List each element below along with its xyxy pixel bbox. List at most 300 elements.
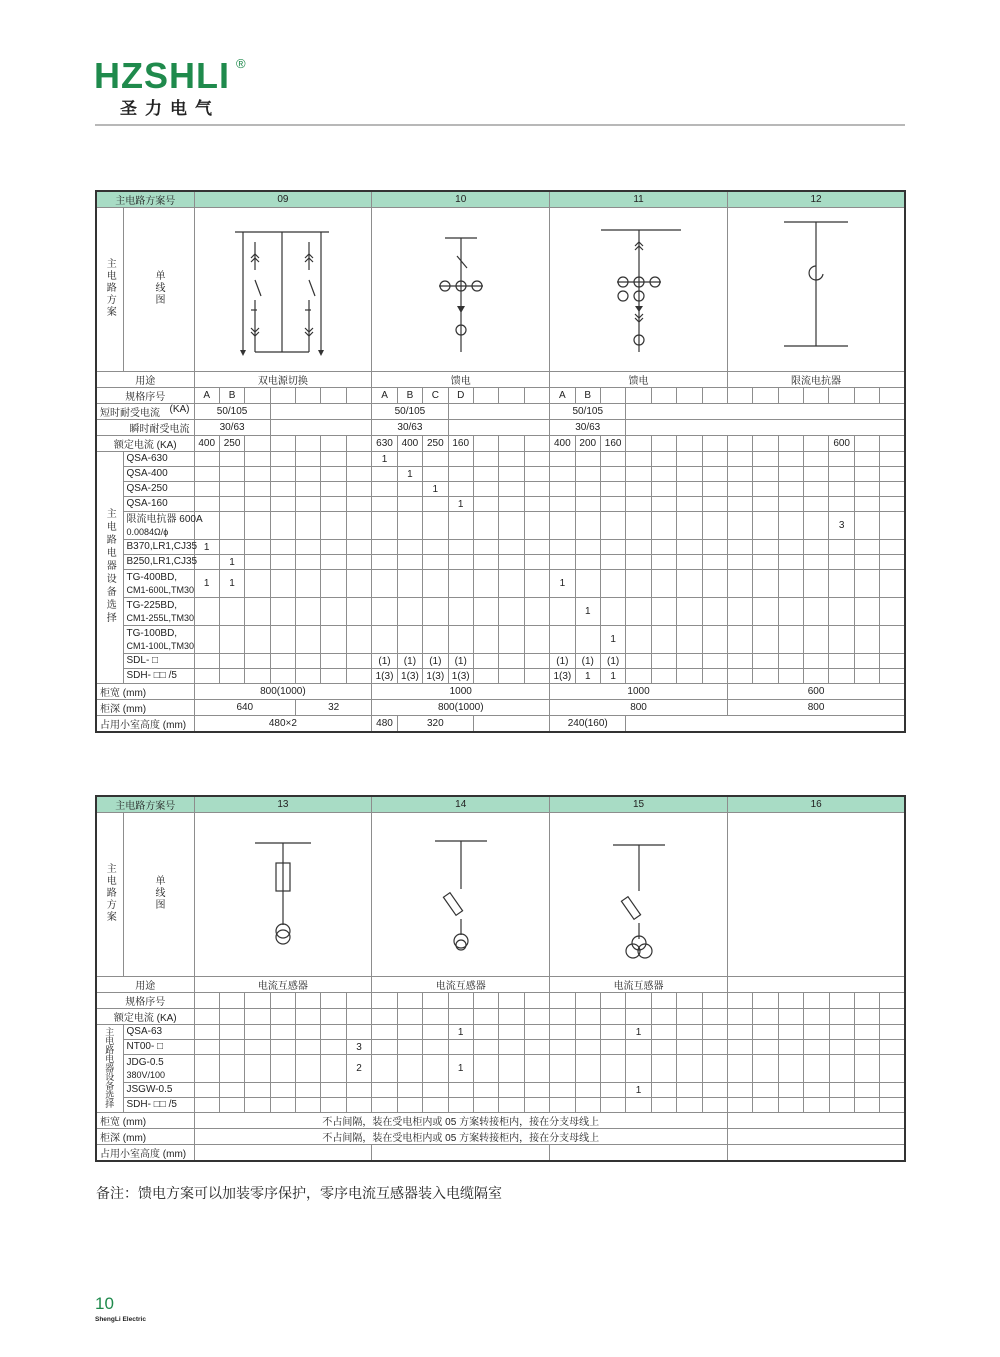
diagram-16 [727,813,905,977]
rated-cell: 400 [550,436,575,452]
equipment-qty-cell [600,555,625,570]
width-10: 1000 [372,684,550,700]
empty-cell [651,993,676,1009]
equipment-qty-cell [854,570,879,598]
equipment-qty-cell [575,540,600,555]
equipment-qty-cell [880,1098,905,1113]
empty-cell [778,1009,803,1025]
equipment-qty-cell [397,482,422,497]
equipment-qty-cell [194,1025,219,1040]
equipment-qty-cell [245,467,270,482]
equipment-qty-cell [829,1098,854,1113]
equipment-qty-cell [575,467,600,482]
current-transformer-diagram-15 [551,815,727,975]
equipment-qty-cell: 1(3) [550,669,575,684]
equipment-qty-cell [245,1083,270,1098]
equipment-row [96,467,905,482]
use-15: 电流互感器 [550,977,728,993]
equipment-qty-cell [524,570,549,598]
equipment-qty-cell [727,654,752,669]
equipment-qty-cell [702,1040,727,1055]
equipment-qty-cell [727,540,752,555]
equipment-qty-cell [778,540,803,555]
equipment-qty-cell [397,598,422,626]
equipment-qty-cell [550,598,575,626]
equipment-qty-cell [473,555,498,570]
equipment-qty-cell: 3 [346,1040,371,1055]
equipment-qty-cell [702,540,727,555]
equipment-qty-cell [423,1040,448,1055]
empty-cell [600,1009,625,1025]
equipment-qty-cell [626,452,651,467]
empty-cell [270,993,295,1009]
empty-cell [321,993,346,1009]
equipment-qty-cell [270,570,295,598]
equipment-qty-cell [499,512,524,540]
equipment-qty-cell [804,1083,829,1098]
single-line-label: 单线图 [123,813,194,977]
scheme-number-label: 主电路方案号 [96,191,194,208]
equipment-qty-cell [270,540,295,555]
spec-cell [524,388,549,404]
equipment-qty-cell [880,555,905,570]
rated-cell [346,436,371,452]
equipment-qty-cell [423,512,448,540]
equipment-qty-cell [854,452,879,467]
rated-cell [651,436,676,452]
equipment-qty-cell [804,1025,829,1040]
equipment-qty-cell [854,626,879,654]
empty-cell [423,993,448,1009]
use-14: 电流互感器 [372,977,550,993]
equipment-qty-cell [296,669,321,684]
equipment-qty-cell [727,570,752,598]
equipment-qty-cell [550,555,575,570]
equipment-qty-cell [296,512,321,540]
equipment-qty-cell [397,452,422,467]
equipment-qty-cell [372,555,397,570]
equipment-qty-cell [296,1083,321,1098]
equipment-qty-cell [270,1025,295,1040]
equipment-qty-cell [829,1040,854,1055]
equipment-qty-cell [473,452,498,467]
equipment-qty-cell [575,512,600,540]
equipment-qty-cell [524,540,549,555]
equipment-qty-cell [524,1025,549,1040]
rated-cell: 400 [397,436,422,452]
equipment-qty-cell [702,497,727,512]
spec-cell [753,388,778,404]
spec-cell: D [448,388,473,404]
empty-cell [550,993,575,1009]
equipment-qty-cell [423,467,448,482]
equipment-qty-cell [423,1098,448,1113]
equipment-qty-cell [448,540,473,555]
equipment-qty-cell [524,482,549,497]
equipment-qty-cell [575,570,600,598]
equipment-qty-cell [550,1083,575,1098]
equipment-qty-cell [854,1083,879,1098]
equipment-qty-cell [600,512,625,540]
equipment-qty-cell [804,1098,829,1113]
equipment-qty-cell [372,497,397,512]
empty-cell [423,1009,448,1025]
equipment-qty-cell [245,1040,270,1055]
use-09: 双电源切换 [194,372,372,388]
equipment-qty-cell [702,1025,727,1040]
equipment-qty-cell: 1 [575,598,600,626]
empty-cell [219,1009,244,1025]
equipment-qty-cell [829,467,854,482]
equipment-qty-cell [804,512,829,540]
equipment-qty-cell [219,598,244,626]
empty-cell [524,1009,549,1025]
equipment-qty-cell [448,1098,473,1113]
equipment-qty-cell [346,555,371,570]
equipment-qty-cell [778,482,803,497]
equipment-selection-label: 主电路电器设备选择 [96,452,123,684]
empty-cell [651,1009,676,1025]
scheme-number-label: 主电路方案号 [96,796,194,813]
equipment-qty-cell: 1 [194,570,219,598]
spec-cell [829,388,854,404]
equipment-qty-cell [651,626,676,654]
depth-11: 800 [550,700,728,716]
equipment-qty-cell: (1) [600,654,625,669]
equipment-qty-cell [829,555,854,570]
equipment-qty-cell [499,1055,524,1083]
header-divider [95,124,905,126]
equipment-qty-cell [270,1098,295,1113]
empty-cell [499,1009,524,1025]
feeder-diagram [373,210,549,370]
equipment-qty-cell [499,1083,524,1098]
equipment-qty-cell [829,1025,854,1040]
equipment-qty-cell [626,1040,651,1055]
equipment-qty-cell [473,570,498,598]
equipment-qty-cell: 3 [829,512,854,540]
equipment-qty-cell [753,1083,778,1098]
equipment-qty-cell [778,1040,803,1055]
equipment-qty-cell [575,482,600,497]
equipment-qty-cell [702,512,727,540]
equipment-qty-cell [397,555,422,570]
peak-current-09: 30/63 [194,420,270,436]
equipment-qty-cell [677,570,702,598]
equipment-qty-cell [677,1025,702,1040]
equipment-qty-cell [804,452,829,467]
equipment-qty-cell [194,467,219,482]
equipment-qty-cell [499,654,524,669]
equipment-qty-cell [270,1083,295,1098]
use-label: 用途 [96,977,194,993]
equipment-qty-cell [346,654,371,669]
equipment-rows [96,1025,905,1113]
equipment-qty-cell [626,555,651,570]
empty-cell [194,1009,219,1025]
equipment-qty-cell [677,1055,702,1083]
spec-cell [626,388,651,404]
equipment-qty-cell [473,467,498,482]
equipment-name: NT00- □ [123,1040,194,1055]
empty-cell [296,993,321,1009]
equipment-qty-cell [829,482,854,497]
equipment-qty-cell: 1 [626,1025,651,1040]
equipment-qty-cell [245,598,270,626]
fuse-transformer-diagram [195,815,371,975]
use-10: 馈电 [372,372,550,388]
equipment-qty-cell [753,512,778,540]
equipment-qty-cell [499,482,524,497]
rated-cell [804,436,829,452]
scheme-10: 10 [372,191,550,208]
empty-cell [397,993,422,1009]
equipment-qty-cell [829,497,854,512]
equipment-qty-cell [575,1098,600,1113]
equipment-qty-cell [219,497,244,512]
equipment-row [96,540,905,555]
depth-12: 800 [727,700,905,716]
equipment-row [96,497,905,512]
equipment-qty-cell [448,467,473,482]
equipment-qty-cell [448,598,473,626]
equipment-qty-cell [194,497,219,512]
equipment-row [96,482,905,497]
equipment-qty-cell [829,540,854,555]
equipment-qty-cell [804,482,829,497]
depth-note: 不占间隔，装在受电柜内或 05 方案转接柜内，接在分支母线上 [194,1129,727,1145]
equipment-qty-cell [753,626,778,654]
equipment-qty-cell [727,482,752,497]
scheme-11: 11 [550,191,728,208]
equipment-qty-cell [296,467,321,482]
equipment-qty-cell: 1 [194,540,219,555]
equipment-qty-cell [677,555,702,570]
rated-cell [702,436,727,452]
equipment-qty-cell [829,669,854,684]
empty-cell [245,993,270,1009]
equipment-qty-cell [397,570,422,598]
use-11: 馈电 [550,372,728,388]
equipment-qty-cell [804,1055,829,1083]
equipment-qty-cell [245,555,270,570]
equipment-qty-cell [448,1083,473,1098]
equipment-qty-cell [651,570,676,598]
equipment-qty-cell [321,1025,346,1040]
rated-cell [499,436,524,452]
equipment-qty-cell [753,540,778,555]
main-scheme-label: 主电路方案 [96,813,123,977]
equipment-qty-cell [753,482,778,497]
equipment-qty-cell [727,452,752,467]
use-12: 限流电抗器 [727,372,905,388]
equipment-qty-cell [804,1040,829,1055]
equipment-qty-cell [677,598,702,626]
equipment-qty-cell: 1 [626,1083,651,1098]
equipment-qty-cell [550,540,575,555]
equipment-qty-cell: 1(3) [372,669,397,684]
empty-cell [727,1009,752,1025]
equipment-qty-cell [804,467,829,482]
short-current-11: 50/105 [550,404,626,420]
height-11: 240(160) [550,716,626,733]
equipment-qty-cell [296,1040,321,1055]
equipment-row [96,452,905,467]
equipment-qty-cell [702,555,727,570]
equipment-qty-cell [372,570,397,598]
equipment-qty-cell [321,669,346,684]
equipment-qty-cell [219,1025,244,1040]
equipment-qty-cell [219,626,244,654]
empty-cell [296,1009,321,1025]
equipment-qty-cell [702,467,727,482]
equipment-qty-cell [575,1083,600,1098]
width-label: 柜宽 (mm) [96,1113,194,1129]
equipment-qty-cell [651,452,676,467]
diagram-13 [194,813,372,977]
equipment-qty-cell [372,512,397,540]
equipment-qty-cell [321,570,346,598]
equipment-qty-cell [753,555,778,570]
equipment-qty-cell [219,482,244,497]
equipment-qty-cell [753,1025,778,1040]
equipment-qty-cell [677,467,702,482]
equipment-qty-cell [677,1083,702,1098]
equipment-qty-cell: (1) [423,654,448,669]
diagram-12 [727,208,905,372]
equipment-qty-cell [854,1055,879,1083]
equipment-qty-cell [651,598,676,626]
equipment-qty-cell [219,669,244,684]
equipment-qty-cell [270,598,295,626]
feeder-diagram-11 [551,210,727,370]
equipment-qty-cell [626,540,651,555]
equipment-qty-cell [448,626,473,654]
empty-cell [372,993,397,1009]
equipment-qty-cell [651,654,676,669]
equipment-qty-cell [651,555,676,570]
equipment-name: QSA-630 [123,452,194,467]
equipment-qty-cell [880,540,905,555]
diagram-15 [550,813,728,977]
spec-number-label: 规格序号 [96,388,194,404]
equipment-qty-cell [473,1025,498,1040]
empty-cell [880,993,905,1009]
equipment-qty-cell [321,555,346,570]
depth-10: 800(1000) [372,700,550,716]
equipment-qty-cell [296,1025,321,1040]
empty-cell [245,1009,270,1025]
equipment-qty-cell [321,1083,346,1098]
short-current-label: 短时耐受电流 (KA) [96,404,194,420]
equipment-qty-cell [626,598,651,626]
depth-09a: 640 [194,700,296,716]
equipment-qty-cell [448,482,473,497]
equipment-qty-cell [524,1098,549,1113]
width-09: 800(1000) [194,684,372,700]
equipment-qty-cell [626,467,651,482]
equipment-qty-cell [499,497,524,512]
equipment-qty-cell [346,512,371,540]
equipment-qty-cell [880,1040,905,1055]
equipment-qty-cell [804,669,829,684]
equipment-qty-cell [524,1040,549,1055]
equipment-qty-cell [575,452,600,467]
equipment-qty-cell [296,540,321,555]
spec-cell [473,388,498,404]
equipment-qty-cell [854,482,879,497]
equipment-qty-cell [346,1083,371,1098]
empty-cell [626,1009,651,1025]
equipment-qty-cell [346,570,371,598]
rated-cell: 160 [600,436,625,452]
equipment-qty-cell [702,626,727,654]
equipment-qty-cell [270,654,295,669]
equipment-qty-cell [854,497,879,512]
equipment-qty-cell [626,570,651,598]
equipment-qty-cell [829,626,854,654]
rated-cell [778,436,803,452]
equipment-qty-cell [397,1055,422,1083]
empty-cell [677,1009,702,1025]
scheme-table-09-12 [95,190,906,733]
equipment-qty-cell [473,1083,498,1098]
equipment-qty-cell [219,512,244,540]
equipment-qty-cell [346,1025,371,1040]
empty-cell [346,993,371,1009]
empty-cell [829,993,854,1009]
equipment-name: TG-225BD, CM1-255L,TM30 [123,598,194,626]
equipment-qty-cell [524,497,549,512]
equipment-qty-cell [600,598,625,626]
equipment-qty-cell [829,570,854,598]
equipment-qty-cell [296,452,321,467]
spec-cell [499,388,524,404]
equipment-qty-cell [473,1055,498,1083]
equipment-qty-cell [677,452,702,467]
empty-cell [448,993,473,1009]
equipment-qty-cell [448,555,473,570]
equipment-qty-cell [702,570,727,598]
equipment-qty-cell [880,654,905,669]
equipment-qty-cell [245,1025,270,1040]
equipment-qty-cell [296,626,321,654]
equipment-qty-cell [296,1055,321,1083]
equipment-qty-cell [473,482,498,497]
equipment-qty-cell [423,598,448,626]
equipment-qty-cell [524,1055,549,1083]
equipment-qty-cell [296,1098,321,1113]
spec-cell [727,388,752,404]
current-transformer-diagram-14 [373,815,549,975]
equipment-qty-cell [219,1055,244,1083]
equipment-qty-cell [346,482,371,497]
equipment-qty-cell [880,1025,905,1040]
rated-cell: 250 [423,436,448,452]
equipment-qty-cell [702,598,727,626]
equipment-name: QSA-63 [123,1025,194,1040]
spec-cell [677,388,702,404]
rated-cell: 160 [448,436,473,452]
equipment-name: SDH- □□ /5 [123,669,194,684]
equipment-qty-cell: (1) [448,654,473,669]
equipment-qty-cell [778,598,803,626]
equipment-qty-cell [346,452,371,467]
use-13: 电流互感器 [194,977,372,993]
spec-cell [651,388,676,404]
diagram-14 [372,813,550,977]
equipment-qty-cell [778,497,803,512]
